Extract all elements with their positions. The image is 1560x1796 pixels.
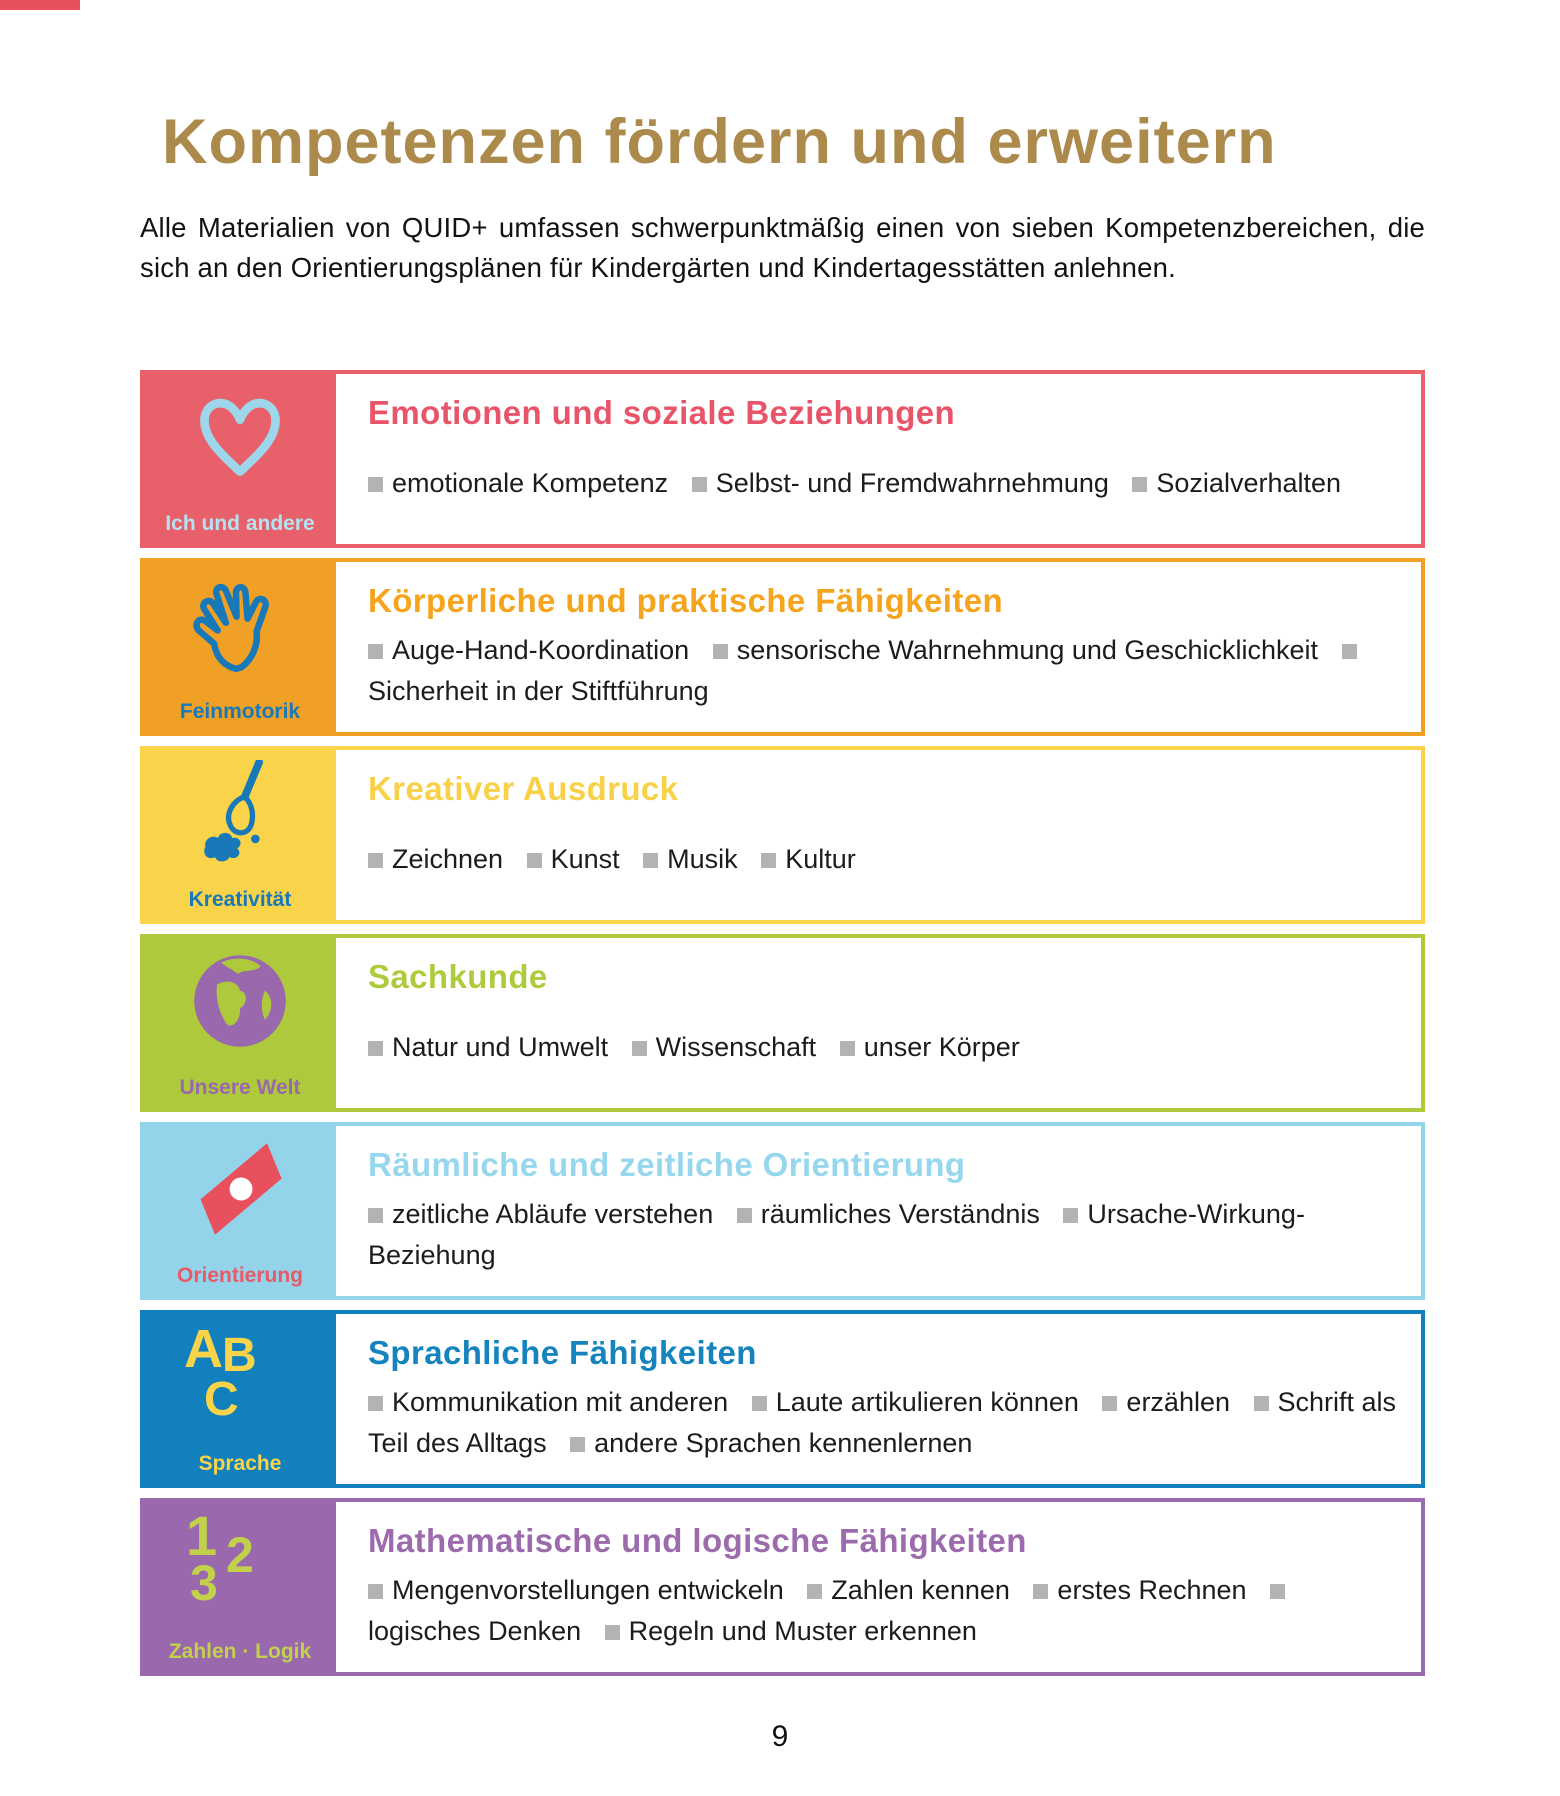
competence-icon-cell xyxy=(144,938,336,1108)
item-text: Kommunikation mit anderen xyxy=(392,1387,729,1418)
competence-category-label: Kreativität xyxy=(188,887,292,911)
item-text: Mengenvorstellungen entwickeln xyxy=(392,1575,784,1606)
competence-item xyxy=(527,844,620,874)
competence-item xyxy=(368,468,668,498)
item-text: Regeln und Muster erkennen xyxy=(628,1615,977,1646)
bullet-square-icon xyxy=(840,1041,855,1056)
competence-item xyxy=(1033,1575,1246,1605)
item-text: Kunst xyxy=(550,843,620,874)
competence-box xyxy=(140,746,1425,924)
competence-box xyxy=(140,1498,1425,1676)
bullet-square-icon xyxy=(368,853,383,868)
competence-item xyxy=(761,844,856,874)
bullet-square-icon xyxy=(1033,1584,1048,1599)
bullet-square-icon xyxy=(632,1041,647,1056)
item-text: Kultur xyxy=(785,843,856,874)
item-text: erzählen xyxy=(1126,1387,1230,1418)
competence-item xyxy=(692,468,1109,498)
competence-icon-cell xyxy=(144,750,336,920)
competence-item xyxy=(807,1575,1010,1605)
competence-items xyxy=(368,1027,1399,1068)
competence-item xyxy=(605,1616,977,1646)
bullet-square-icon xyxy=(1254,1396,1269,1411)
competence-icon-cell xyxy=(144,1502,336,1672)
competence-content xyxy=(336,938,1421,1108)
item-text: sensorische Wahrnehmung und Geschicklichkeit xyxy=(736,635,1318,666)
competence-items xyxy=(368,463,1399,504)
bullet-square-icon xyxy=(368,1208,383,1223)
compass-icon xyxy=(170,1136,310,1242)
item-text: zeitliche Abläufe verstehen xyxy=(392,1199,714,1230)
competence-item xyxy=(737,1199,1040,1229)
competence-list xyxy=(140,370,1425,1676)
competence-content xyxy=(336,1126,1421,1296)
competence-items xyxy=(368,839,1399,880)
intro-paragraph: Alle Materialien von QUID+ umfassen schwerpunktmäßig einen von sieben Kompetenzbereichen, die sich an den Orientierungsplänen für Kindergärten und Kindertagesstätten anlehnen. xyxy=(140,212,1425,283)
competence-title: Körperliche und praktische Fähigkeiten xyxy=(368,581,1004,619)
bullet-square-icon xyxy=(368,1584,383,1599)
competence-box xyxy=(140,1122,1425,1300)
competence-title: Emotionen und soziale Beziehungen xyxy=(368,393,956,431)
bullet-square-icon xyxy=(713,644,728,659)
competence-item xyxy=(368,1199,713,1229)
competence-box xyxy=(140,934,1425,1112)
competence-category-label: Zahlen · Logik xyxy=(168,1639,312,1663)
competence-category-label: Unsere Welt xyxy=(179,1075,301,1099)
competence-item xyxy=(643,844,738,874)
item-text: Ursache-Wirkung-Beziehung xyxy=(368,1199,1305,1270)
competence-items xyxy=(368,1570,1399,1651)
competence-title: Sachkunde xyxy=(368,957,548,995)
item-text: unser Körper xyxy=(863,1031,1020,1062)
item-text: Wissenschaft xyxy=(655,1031,817,1062)
competence-item xyxy=(713,635,1318,665)
item-text: Natur und Umwelt xyxy=(392,1031,609,1062)
competence-title: Kreativer Ausdruck xyxy=(368,769,679,807)
competence-item xyxy=(368,844,503,874)
hand-icon xyxy=(170,572,310,678)
page-title: Kompetenzen fördern und erweitern xyxy=(162,107,1277,177)
bullet-square-icon xyxy=(1342,644,1357,659)
competence-item xyxy=(1102,1387,1230,1417)
competence-title: Räumliche und zeitliche Orientierung xyxy=(368,1145,966,1183)
competence-category-label: Sprache xyxy=(198,1451,282,1475)
item-text: Auge-Hand-Koordination xyxy=(392,635,690,666)
bullet-square-icon xyxy=(570,1437,585,1452)
competence-item xyxy=(632,1032,817,1062)
competence-content xyxy=(336,562,1421,732)
competence-content xyxy=(336,374,1421,544)
competence-item xyxy=(752,1387,1079,1417)
competence-content xyxy=(336,750,1421,920)
bullet-square-icon xyxy=(368,1041,383,1056)
bullet-square-icon xyxy=(752,1396,767,1411)
numbers-icon: 1 2 3 xyxy=(186,1503,254,1611)
item-text: Laute artikulieren können xyxy=(775,1387,1079,1418)
bullet-square-icon xyxy=(761,853,776,868)
competence-item xyxy=(840,1032,1020,1062)
item-text: Selbst- und Fremdwahrnehmung xyxy=(715,467,1109,498)
competence-item xyxy=(368,635,689,665)
competence-item xyxy=(1132,468,1341,498)
item-text: Sicherheit in der Stiftführung xyxy=(368,675,709,706)
competence-box xyxy=(140,558,1425,736)
heart-icon xyxy=(170,384,310,490)
item-text: emotionale Kompetenz xyxy=(392,467,669,498)
bullet-square-icon xyxy=(368,477,383,492)
competence-content xyxy=(336,1502,1421,1672)
item-text: Musik xyxy=(667,843,738,874)
competence-items xyxy=(368,1194,1399,1275)
corner-mark xyxy=(0,0,80,10)
competence-icon-cell xyxy=(144,374,336,544)
bullet-square-icon xyxy=(1132,477,1147,492)
bullet-square-icon xyxy=(1063,1208,1078,1223)
item-text: räumliches Verständnis xyxy=(760,1199,1040,1230)
competence-title: Mathematische und logische Fähigkeiten xyxy=(368,1521,1027,1559)
item-text: Sozialverhalten xyxy=(1156,467,1342,498)
bullet-square-icon xyxy=(692,477,707,492)
item-text: erstes Rechnen xyxy=(1057,1575,1247,1606)
paintbrush-icon xyxy=(170,760,310,866)
competence-items xyxy=(368,630,1399,711)
competence-item xyxy=(368,1387,728,1417)
competence-category-label: Orientierung xyxy=(176,1263,303,1287)
bullet-square-icon xyxy=(643,853,658,868)
competence-box xyxy=(140,1310,1425,1488)
globe-icon xyxy=(170,948,310,1054)
competence-icon-cell xyxy=(144,562,336,732)
item-text: logisches Denken xyxy=(368,1615,582,1646)
competence-item xyxy=(368,1032,608,1062)
item-text: andere Sprachen kennenlernen xyxy=(594,1427,973,1458)
abc-icon: A B C xyxy=(184,1318,257,1426)
bullet-square-icon xyxy=(737,1208,752,1223)
competence-icon-cell xyxy=(144,1314,336,1484)
bullet-square-icon xyxy=(807,1584,822,1599)
competence-title: Sprachliche Fähigkeiten xyxy=(368,1333,757,1371)
competence-item xyxy=(570,1428,972,1458)
competence-icon-cell xyxy=(144,1126,336,1296)
bullet-square-icon xyxy=(1102,1396,1117,1411)
item-text: Zeichnen xyxy=(392,843,504,874)
item-text: Schrift als Teil des Alltags xyxy=(368,1387,1397,1458)
competence-items xyxy=(368,1382,1399,1463)
competence-content xyxy=(336,1314,1421,1484)
bullet-square-icon xyxy=(1270,1584,1285,1599)
item-text: Zahlen kennen xyxy=(831,1575,1010,1606)
bullet-square-icon xyxy=(368,644,383,659)
bullet-square-icon xyxy=(605,1625,620,1640)
page-number: 9 xyxy=(771,1720,789,1753)
bullet-square-icon xyxy=(527,853,542,868)
bullet-square-icon xyxy=(368,1396,383,1411)
competence-category-label: Feinmotorik xyxy=(179,699,301,723)
competence-item xyxy=(368,1575,784,1605)
competence-box xyxy=(140,370,1425,548)
competence-category-label: Ich und andere xyxy=(165,511,315,535)
